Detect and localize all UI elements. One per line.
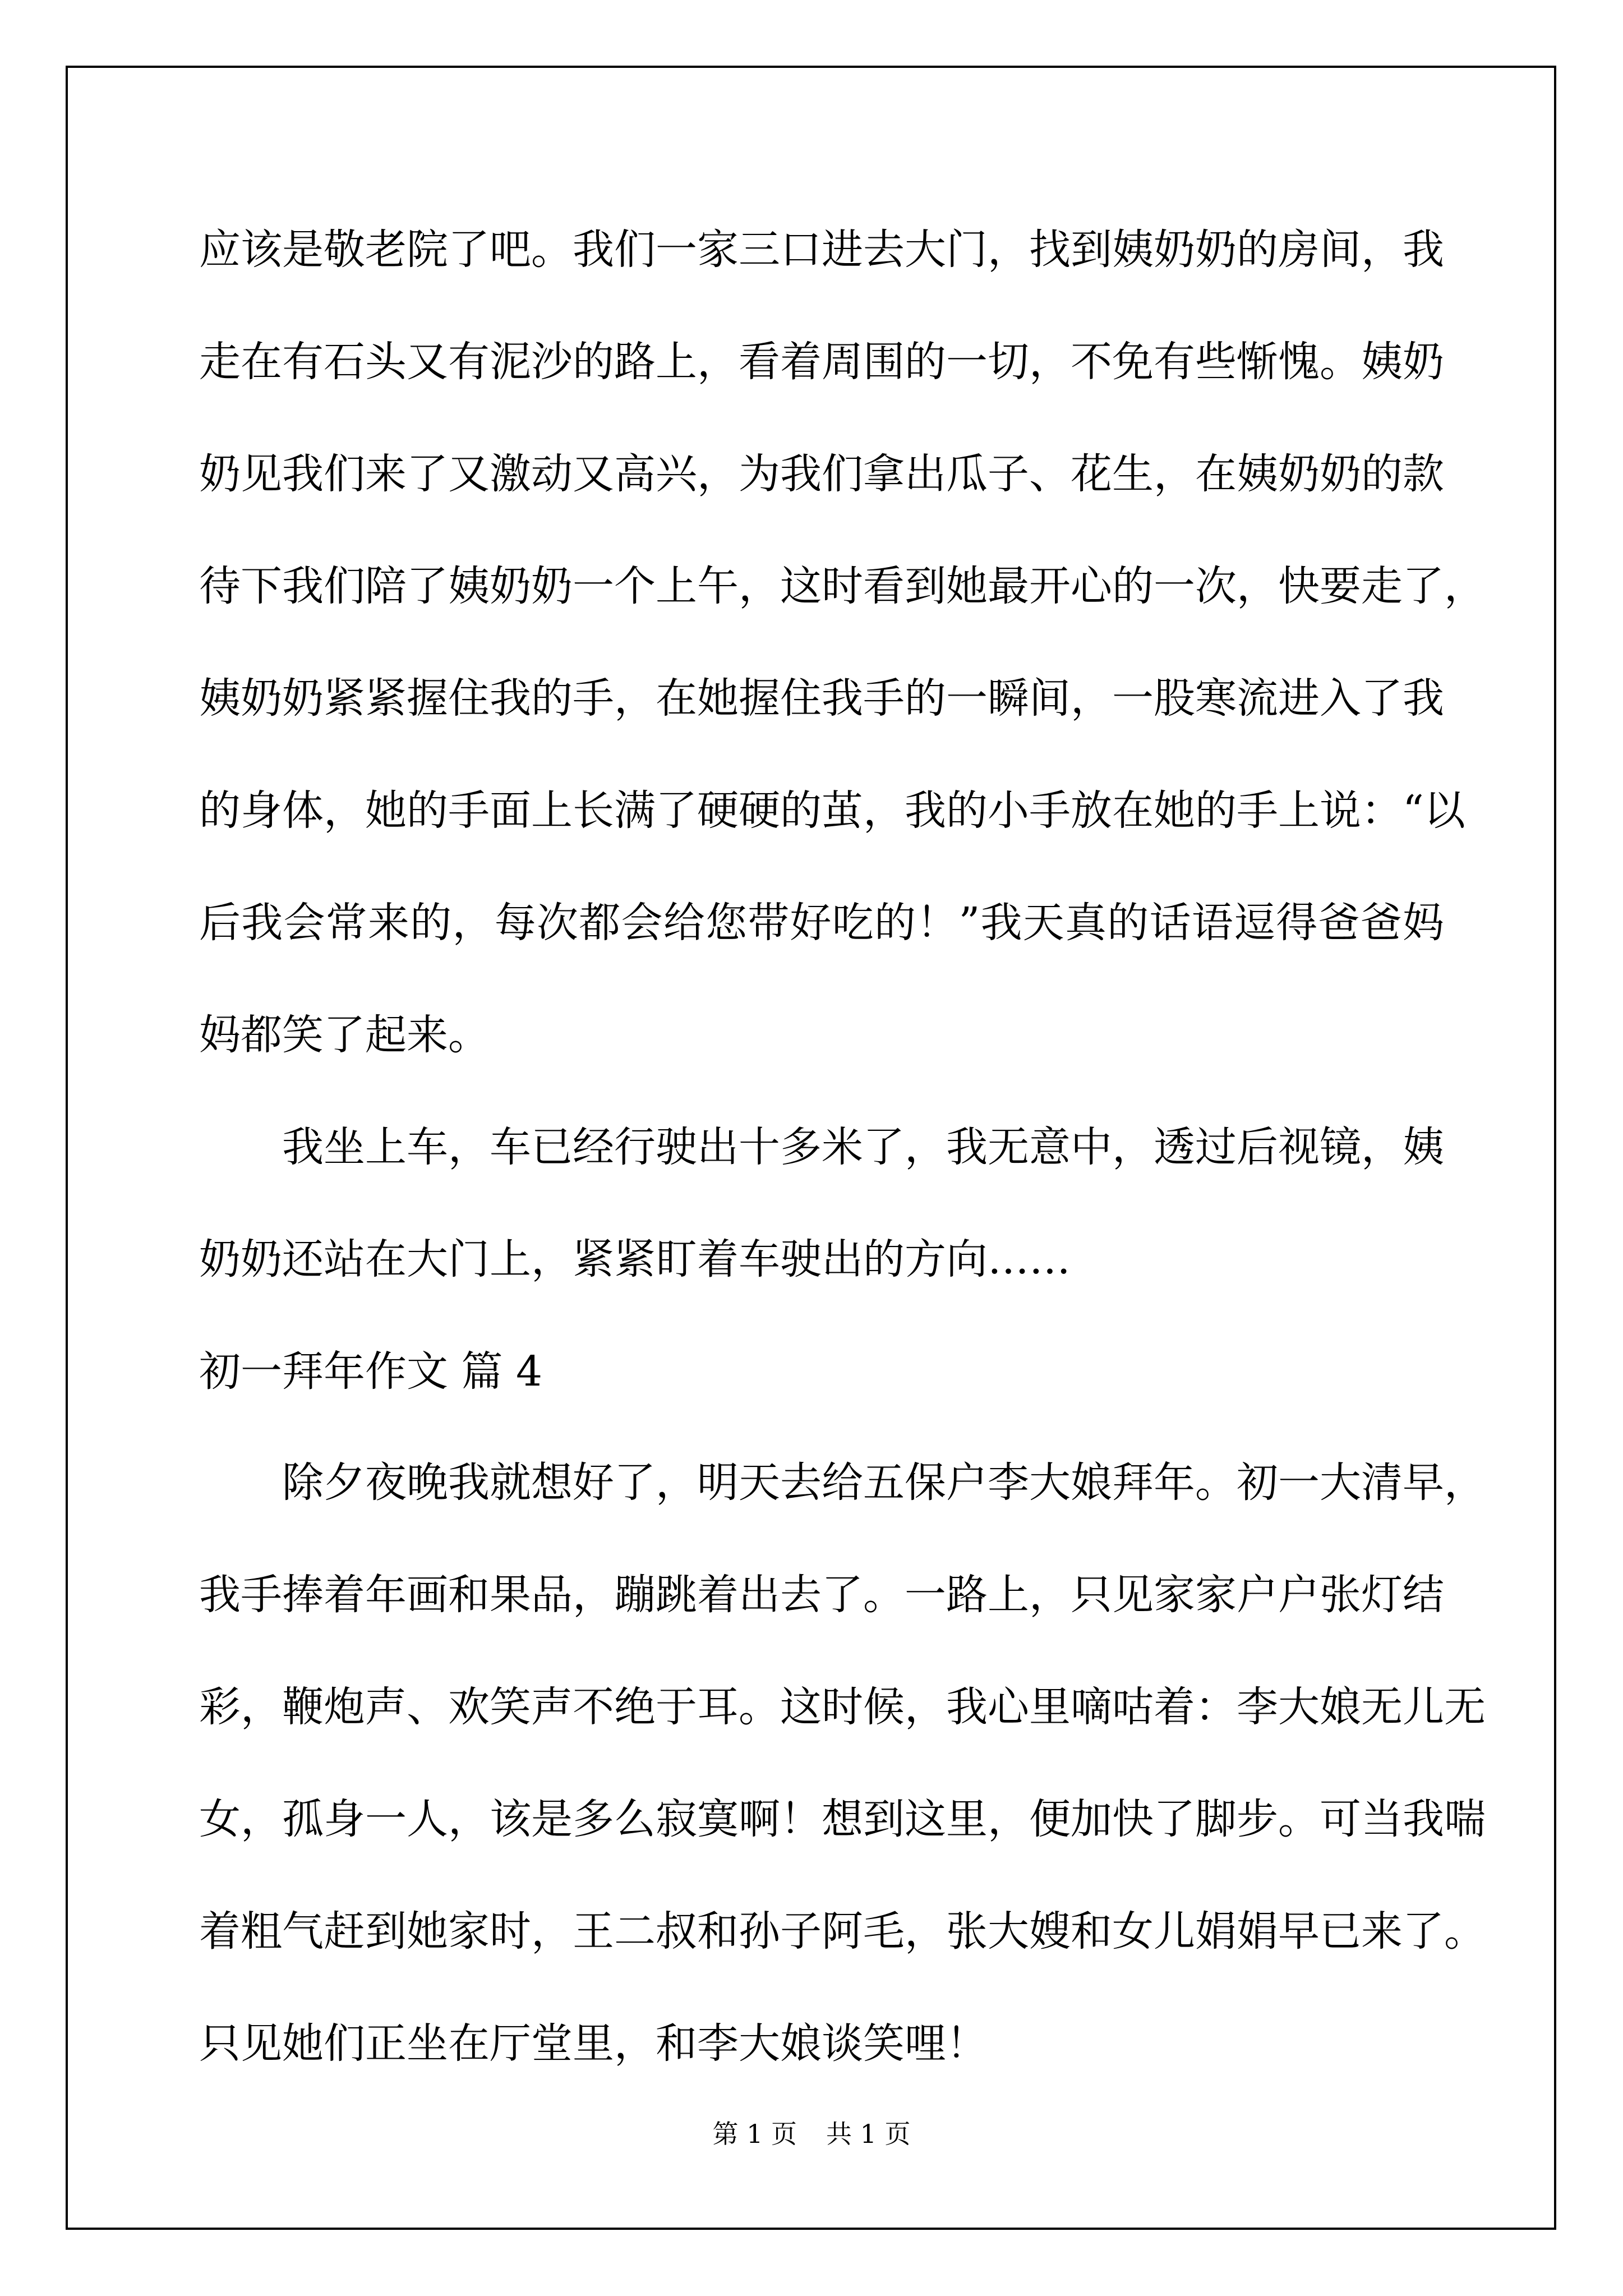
text-line: 着粗气赶到她家时，王二叔和孙子阿毛，张大嫂和女儿娟娟早已来了。	[199, 1907, 1486, 1955]
text-line: 彩，鞭炮声、欢笑声不绝于耳。这时候，我心里嘀咕着：李大娘无儿无	[199, 1683, 1486, 1731]
text-line: 女，孤身一人，该是多么寂寞啊！想到这里，便加快了脚步。可当我喘	[199, 1795, 1486, 1843]
section-heading: 初一拜年作文 篇 4	[199, 1347, 543, 1396]
text-line: 的身体，她的手面上长满了硬硬的茧，我的小手放在她的手上说：“以	[199, 786, 1465, 835]
text-line: 我坐上车，车已经行驶出十多米了，我无意中，透过后视镜，姨	[282, 1123, 1444, 1171]
text-line: 奶见我们来了又激动又高兴，为我们拿出瓜子、花生，在姨奶奶的款	[199, 450, 1444, 498]
text-line: 妈都笑了起来。	[199, 1011, 490, 1059]
text-line: 只见她们正坐在厅堂里，和李大娘谈笑哩！	[199, 2019, 988, 2068]
page-number: 第 1 页	[712, 2119, 797, 2149]
text-line: 应该是敬老院了吧。我们一家三口进去大门，找到姨奶奶的房间，我	[199, 226, 1444, 274]
page-footer	[0, 2114, 1623, 2151]
text-line: 姨奶奶紧紧握住我的手，在她握住我手的一瞬间，一股寒流进入了我	[199, 674, 1444, 723]
text-line: 后我会常来的，每次都会给您带好吃的！”我天真的话语逗得爸爸妈	[199, 899, 1444, 947]
document-body	[199, 222, 1486, 2128]
text-line: 除夕夜晚我就想好了，明天去给五保户李大娘拜年。初一大清早，	[282, 1458, 1486, 1507]
text-line: 待下我们陪了姨奶奶一个上午，这时看到她最开心的一次，快要走了，	[199, 562, 1486, 610]
page-total: 共 1 页	[826, 2119, 911, 2149]
text-line: 我手捧着年画和果品，蹦跳着出去了。一路上，只见家家户户张灯结	[199, 1571, 1444, 1619]
text-line: 奶奶还站在大门上，紧紧盯着车驶出的方向……	[199, 1235, 1071, 1283]
text-line: 走在有石头又有泥沙的路上，看着周围的一切，不免有些惭愧。姨奶	[199, 338, 1444, 386]
